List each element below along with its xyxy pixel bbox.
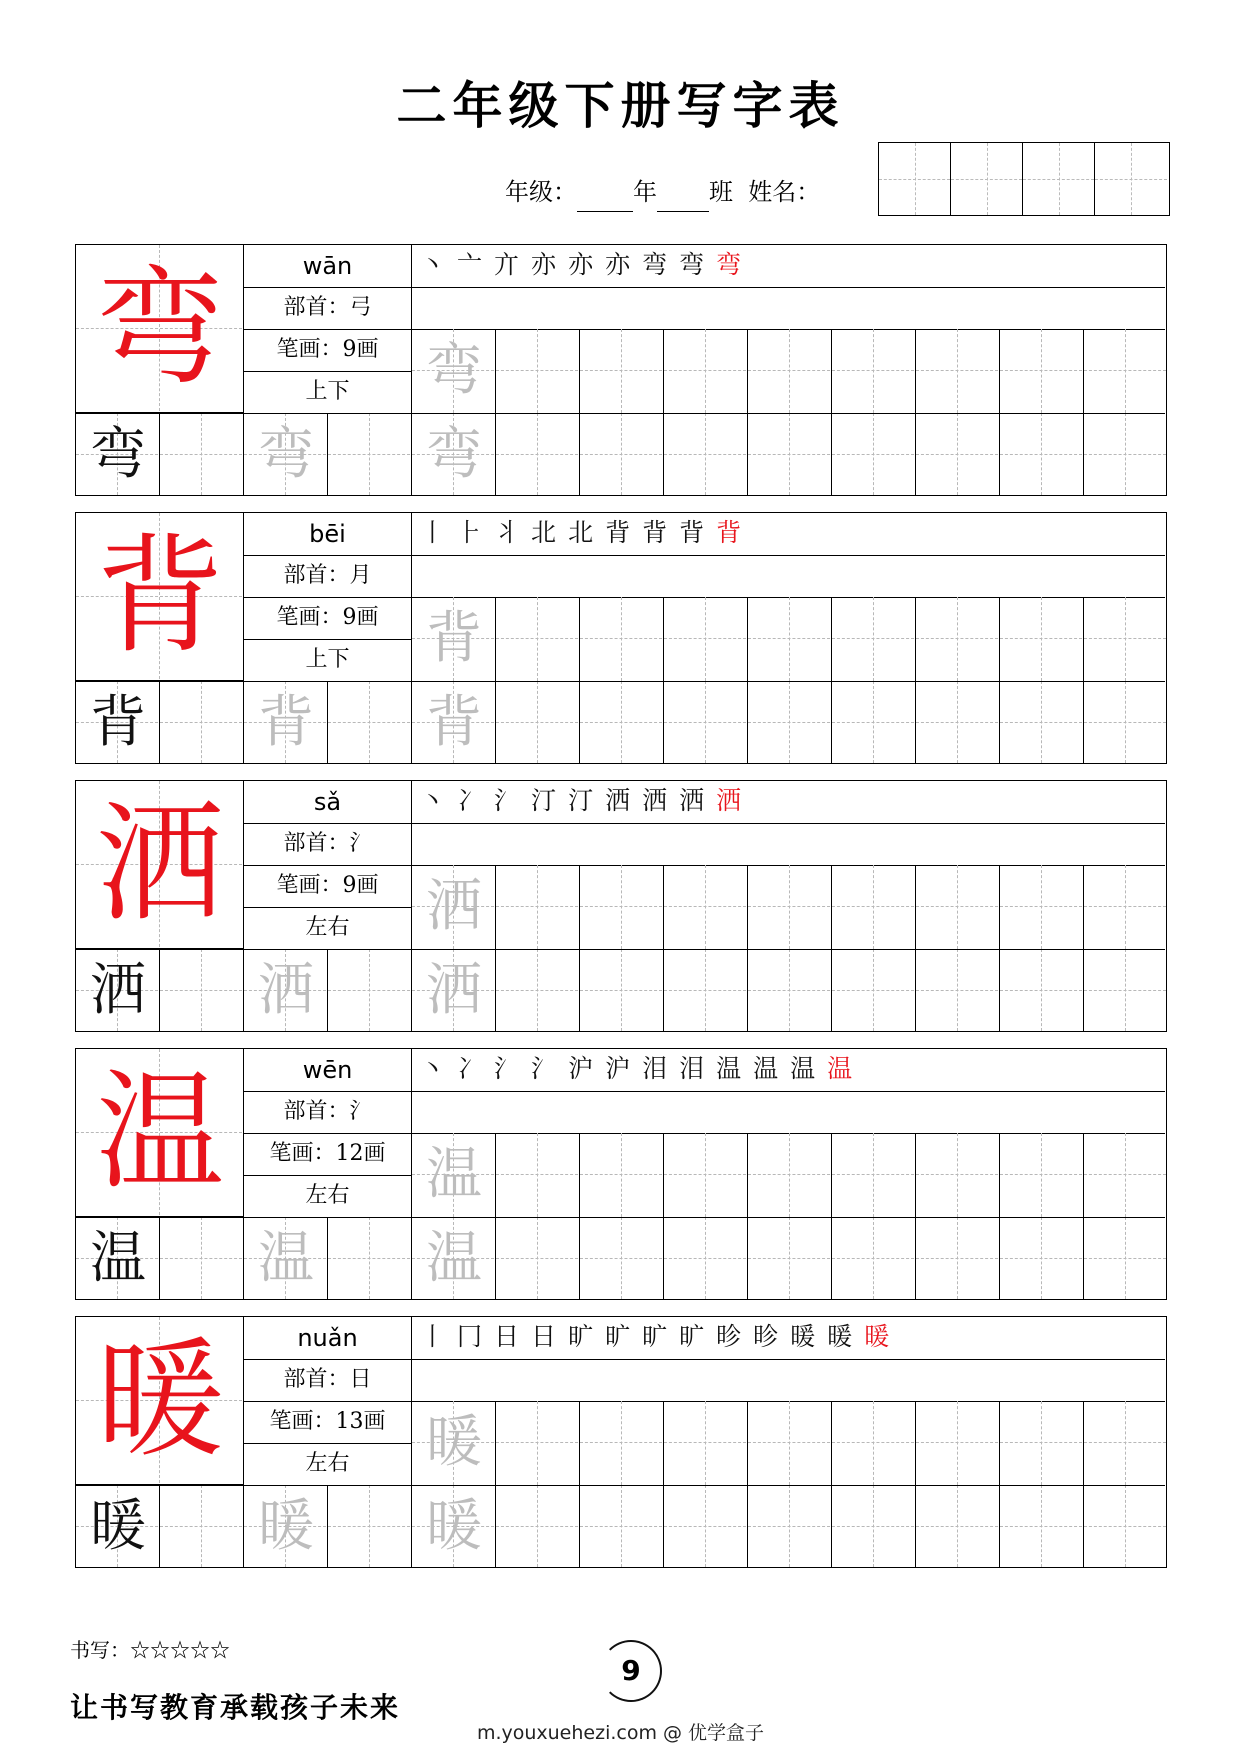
stroke-step: 亦 (605, 250, 631, 279)
pinyin: sǎ (244, 781, 411, 824)
reference-character: 洒 (90, 958, 146, 1023)
practice-cell[interactable] (1084, 1133, 1168, 1217)
pinyin: wēn (244, 1049, 411, 1092)
practice-cell[interactable] (832, 1485, 916, 1567)
blank-row (412, 287, 1165, 330)
stroke-step: 旷 (679, 1322, 705, 1351)
practice-cell[interactable] (748, 1401, 832, 1485)
practice-cell[interactable] (916, 597, 1000, 681)
class-blank[interactable] (657, 183, 709, 212)
practice-cell[interactable] (1084, 1401, 1168, 1485)
practice-cell[interactable] (496, 949, 580, 1031)
stroke-step: 氵 (494, 786, 520, 815)
practice-cell[interactable] (1000, 1217, 1084, 1299)
rating (70, 1634, 230, 1663)
practice-cell[interactable] (244, 1217, 328, 1299)
practice-cell[interactable] (1084, 329, 1168, 413)
practice-cell[interactable] (916, 1485, 1000, 1567)
trace-character: 弯 (426, 338, 482, 403)
practice-cell[interactable] (916, 949, 1000, 1031)
model-character-box (76, 1317, 244, 1485)
practice-cell[interactable] (916, 413, 1000, 495)
stroke-step: 温 (753, 1054, 779, 1083)
model-character: 温 (95, 1058, 224, 1207)
practice-cell[interactable] (496, 329, 580, 413)
practice-cell[interactable] (160, 1217, 244, 1299)
stroke-step: 洒 (679, 786, 705, 815)
radical-label: 部首： (283, 1367, 350, 1392)
blank-row (412, 1359, 1165, 1402)
practice-cell[interactable] (1000, 681, 1084, 763)
practice-cell[interactable] (1000, 1485, 1084, 1567)
page-title: 二年级下册写字表 (396, 76, 845, 135)
stroke-step: 亦 (568, 250, 594, 279)
student-info-line (505, 172, 820, 212)
stroke-step: 暖 (864, 1322, 890, 1351)
radical-row (244, 555, 411, 598)
practice-cell[interactable] (1000, 865, 1084, 949)
stroke-step: 暖 (790, 1322, 816, 1351)
rating-label: 书写： (70, 1638, 130, 1662)
blank-row (412, 1091, 1165, 1134)
practice-cell[interactable] (748, 865, 832, 949)
practice-cell[interactable] (160, 949, 244, 1031)
practice-cell[interactable] (1000, 1401, 1084, 1485)
practice-cell[interactable] (244, 413, 328, 495)
character-block (75, 1316, 1167, 1568)
practice-cell[interactable] (580, 681, 664, 763)
model-character: 弯 (95, 254, 224, 403)
stroke-step: 温 (827, 1054, 853, 1083)
stroke-step: 丶 (420, 786, 446, 815)
strokes-label: 笔画： (276, 873, 343, 898)
practice-cell[interactable] (1000, 1133, 1084, 1217)
practice-cell[interactable] (328, 681, 412, 763)
practice-cell[interactable] (580, 597, 664, 681)
practice-cell[interactable] (496, 597, 580, 681)
trace-character: 暖 (258, 1494, 314, 1559)
practice-cell[interactable] (412, 1485, 496, 1567)
pinyin: bēi (244, 513, 411, 556)
blank-row (412, 823, 1165, 866)
stroke-step: 旷 (605, 1322, 631, 1351)
practice-cell[interactable] (580, 329, 664, 413)
practice-cell[interactable] (496, 1133, 580, 1217)
class-label: 班 (709, 178, 733, 206)
practice-cell[interactable] (412, 681, 496, 763)
structure: 左右 (305, 915, 350, 940)
practice-cell[interactable] (748, 329, 832, 413)
practice-cell[interactable] (580, 1133, 664, 1217)
stroke-step: 冫 (457, 786, 483, 815)
model-character: 背 (95, 522, 224, 671)
practice-cell[interactable] (580, 865, 664, 949)
trace-character: 背 (426, 690, 482, 755)
character-block (75, 780, 1167, 1032)
stroke-step: 冂 (457, 1322, 483, 1351)
name-box[interactable] (1095, 143, 1167, 215)
radical-label: 部首： (283, 563, 350, 588)
stroke-step: 弯 (642, 250, 668, 279)
practice-cell[interactable] (412, 413, 496, 495)
stroke-step: 温 (716, 1054, 742, 1083)
practice-cell[interactable] (1084, 413, 1168, 495)
practice-cell[interactable] (832, 1133, 916, 1217)
practice-cell[interactable] (328, 949, 412, 1031)
practice-cell[interactable] (412, 1401, 496, 1485)
stroke-step: 丬 (494, 518, 520, 547)
stroke-step: 冫 (457, 1054, 483, 1083)
stroke-order (412, 1317, 1165, 1360)
practice-cell[interactable] (664, 597, 748, 681)
practice-cell[interactable] (580, 1401, 664, 1485)
stroke-count: 9画 (342, 873, 379, 898)
practice-cell[interactable] (832, 597, 916, 681)
stroke-step: 暖 (827, 1322, 853, 1351)
radical: 月 (349, 563, 372, 588)
practice-cell[interactable] (160, 681, 244, 763)
stroke-step: 丶 (420, 1054, 446, 1083)
practice-cell[interactable] (832, 865, 916, 949)
stroke-step: 背 (605, 518, 631, 547)
practice-cell[interactable] (244, 949, 328, 1031)
stroke-step: 北 (531, 518, 557, 547)
practice-cell[interactable] (1000, 413, 1084, 495)
stroke-order (412, 781, 1165, 824)
stroke-count-row (244, 597, 411, 640)
name-label: 姓名： (748, 178, 821, 206)
stroke-step: 泪 (679, 1054, 705, 1083)
stroke-step: 洒 (605, 786, 631, 815)
stroke-step: 旷 (642, 1322, 668, 1351)
reference-character: 弯 (90, 422, 146, 487)
structure: 上下 (305, 379, 350, 404)
stroke-step: 弯 (679, 250, 705, 279)
stroke-step: 昣 (753, 1322, 779, 1351)
grade-blank[interactable] (577, 183, 633, 212)
stroke-step: 北 (568, 518, 594, 547)
practice-cell[interactable] (76, 1217, 160, 1299)
character-info (244, 1049, 412, 1217)
practice-cell[interactable] (916, 1133, 1000, 1217)
practice-cell[interactable] (832, 413, 916, 495)
practice-cell[interactable] (664, 413, 748, 495)
practice-cell[interactable] (328, 413, 412, 495)
trace-character: 弯 (258, 422, 314, 487)
character-info (244, 245, 412, 413)
stroke-order (412, 245, 1165, 288)
trace-character: 背 (258, 690, 314, 755)
practice-cell[interactable] (664, 1485, 748, 1567)
year-label: 年 (633, 178, 657, 206)
practice-cell[interactable] (412, 1217, 496, 1299)
practice-cell[interactable] (1084, 1217, 1168, 1299)
practice-cell[interactable] (664, 681, 748, 763)
grade-label: 年级： (505, 178, 577, 206)
practice-cell[interactable] (664, 1133, 748, 1217)
practice-cell[interactable] (664, 865, 748, 949)
stroke-order (412, 1049, 1165, 1092)
practice-cell[interactable] (496, 1217, 580, 1299)
stroke-step: ⺊ (457, 518, 483, 547)
practice-cell[interactable] (664, 949, 748, 1031)
name-box[interactable] (879, 143, 951, 215)
practice-cell[interactable] (916, 681, 1000, 763)
stroke-count: 9画 (342, 337, 379, 362)
radical: 日 (349, 1367, 372, 1392)
radical-row (244, 287, 411, 330)
stroke-order (412, 513, 1165, 556)
practice-cell[interactable] (76, 1485, 160, 1567)
practice-cell[interactable] (328, 1485, 412, 1567)
practice-cell[interactable] (496, 865, 580, 949)
radical: 氵 (349, 831, 372, 856)
rating-stars: ☆☆☆☆☆ (130, 1638, 230, 1662)
stroke-step: 日 (531, 1322, 557, 1351)
reference-character: 暖 (90, 1494, 146, 1559)
practice-cell[interactable] (664, 1217, 748, 1299)
strokes-label: 笔画： (269, 1409, 336, 1434)
stroke-step: 昣 (716, 1322, 742, 1351)
reference-character: 背 (90, 690, 146, 755)
stroke-step: 沪 (605, 1054, 631, 1083)
trace-character: 背 (426, 606, 482, 671)
model-character-box (76, 245, 244, 413)
practice-cell[interactable] (832, 1401, 916, 1485)
radical-label: 部首： (283, 1099, 350, 1124)
stroke-step: 弯 (716, 250, 742, 279)
practice-cell[interactable] (916, 1217, 1000, 1299)
practice-cell[interactable] (748, 1217, 832, 1299)
practice-cell[interactable] (1000, 597, 1084, 681)
model-character: 洒 (95, 790, 224, 939)
character-info (244, 781, 412, 949)
practice-cell[interactable] (496, 1485, 580, 1567)
practice-cell[interactable] (412, 597, 496, 681)
character-block (75, 244, 1167, 496)
stroke-step: 背 (716, 518, 742, 547)
name-boxes[interactable] (878, 142, 1170, 216)
practice-cell[interactable] (1084, 597, 1168, 681)
practice-cell[interactable] (580, 1485, 664, 1567)
radical-label: 部首： (283, 295, 350, 320)
practice-cell[interactable] (412, 865, 496, 949)
practice-cell[interactable] (664, 1401, 748, 1485)
practice-cell[interactable] (244, 1485, 328, 1567)
practice-cell[interactable] (832, 681, 916, 763)
stroke-step: 背 (642, 518, 668, 547)
trace-character: 洒 (426, 958, 482, 1023)
character-info (244, 513, 412, 681)
stroke-count: 13画 (335, 1409, 386, 1434)
practice-cell[interactable] (664, 329, 748, 413)
practice-cell[interactable] (1084, 681, 1168, 763)
practice-cell[interactable] (496, 413, 580, 495)
stroke-step: 日 (494, 1322, 520, 1351)
practice-cell[interactable] (1000, 329, 1084, 413)
pinyin: nuǎn (244, 1317, 411, 1360)
stroke-step: 背 (679, 518, 705, 547)
practice-cell[interactable] (412, 1133, 496, 1217)
practice-cell[interactable] (748, 949, 832, 1031)
stroke-step: 沪 (568, 1054, 594, 1083)
practice-cell[interactable] (1000, 949, 1084, 1031)
stroke-step: 洒 (716, 786, 742, 815)
pinyin: wān (244, 245, 411, 288)
practice-cell[interactable] (412, 329, 496, 413)
stroke-step: 亠 (457, 250, 483, 279)
stroke-step: 丨 (420, 1322, 446, 1351)
trace-character: 温 (258, 1226, 314, 1291)
stroke-count-row (244, 1133, 411, 1176)
stroke-step: 丶 (420, 250, 446, 279)
radical-label: 部首： (283, 831, 350, 856)
practice-cell[interactable] (580, 1217, 664, 1299)
structure: 左右 (305, 1451, 350, 1476)
practice-cell[interactable] (160, 413, 244, 495)
stroke-step: 洒 (642, 786, 668, 815)
practice-cell[interactable] (916, 329, 1000, 413)
practice-cell[interactable] (76, 413, 160, 495)
name-box[interactable] (951, 143, 1023, 215)
model-character: 暖 (95, 1326, 224, 1475)
strokes-label: 笔画： (276, 337, 343, 362)
radical: 弓 (349, 295, 372, 320)
stroke-count: 9画 (342, 605, 379, 630)
practice-cell[interactable] (748, 597, 832, 681)
stroke-step: 氵 (494, 1054, 520, 1083)
practice-cell[interactable] (496, 1401, 580, 1485)
strokes-label: 笔画： (276, 605, 343, 630)
blank-row (412, 555, 1165, 598)
radical-row (244, 1359, 411, 1402)
stroke-step: 丨 (420, 518, 446, 547)
stroke-count: 12画 (335, 1141, 386, 1166)
practice-cell[interactable] (1084, 1485, 1168, 1567)
character-block (75, 512, 1167, 764)
radical-row (244, 1091, 411, 1134)
slogan: 让书写教育承载孩子未来 (70, 1691, 401, 1724)
stroke-step: 汀 (531, 786, 557, 815)
stroke-count-row (244, 1401, 411, 1444)
practice-cell[interactable] (748, 413, 832, 495)
model-character-box (76, 513, 244, 681)
reference-character: 温 (90, 1226, 146, 1291)
radical: 氵 (349, 1099, 372, 1124)
practice-cell[interactable] (916, 865, 1000, 949)
stroke-step: 氵 (531, 1054, 557, 1083)
trace-character: 洒 (258, 958, 314, 1023)
name-box[interactable] (1023, 143, 1095, 215)
practice-cell[interactable] (832, 1217, 916, 1299)
stroke-count-row (244, 329, 411, 372)
practice-cell[interactable] (832, 329, 916, 413)
character-info (244, 1317, 412, 1485)
stroke-step: 汀 (568, 786, 594, 815)
stroke-step: 亦 (531, 250, 557, 279)
page-number: 9 (600, 1640, 662, 1702)
practice-cell[interactable] (832, 949, 916, 1031)
stroke-step: 泪 (642, 1054, 668, 1083)
radical-row (244, 823, 411, 866)
trace-character: 温 (426, 1142, 482, 1207)
model-character-box (76, 781, 244, 949)
practice-cell[interactable] (244, 681, 328, 763)
practice-cell[interactable] (76, 949, 160, 1031)
practice-cell[interactable] (748, 681, 832, 763)
stroke-step: 温 (790, 1054, 816, 1083)
practice-cell[interactable] (412, 949, 496, 1031)
character-block (75, 1048, 1167, 1300)
practice-cell[interactable] (160, 1485, 244, 1567)
trace-character: 洒 (426, 874, 482, 939)
practice-cell[interactable] (328, 1217, 412, 1299)
stroke-step: 亣 (494, 250, 520, 279)
strokes-label: 笔画： (269, 1141, 336, 1166)
practice-cell[interactable] (748, 1485, 832, 1567)
stroke-count-row (244, 865, 411, 908)
structure: 左右 (305, 1183, 350, 1208)
trace-character: 暖 (426, 1410, 482, 1475)
stroke-step: 旷 (568, 1322, 594, 1351)
practice-cell[interactable] (1084, 865, 1168, 949)
practice-cell[interactable] (580, 949, 664, 1031)
practice-cell[interactable] (748, 1133, 832, 1217)
trace-character: 弯 (426, 422, 482, 487)
trace-character: 暖 (426, 1494, 482, 1559)
practice-cell[interactable] (76, 681, 160, 763)
structure: 上下 (305, 647, 350, 672)
practice-cell[interactable] (1084, 949, 1168, 1031)
trace-character: 温 (426, 1226, 482, 1291)
site-url: m.youxuehezi.com @ 优学盒子 (476, 1722, 765, 1744)
practice-cell[interactable] (580, 413, 664, 495)
practice-cell[interactable] (916, 1401, 1000, 1485)
practice-cell[interactable] (496, 681, 580, 763)
model-character-box (76, 1049, 244, 1217)
